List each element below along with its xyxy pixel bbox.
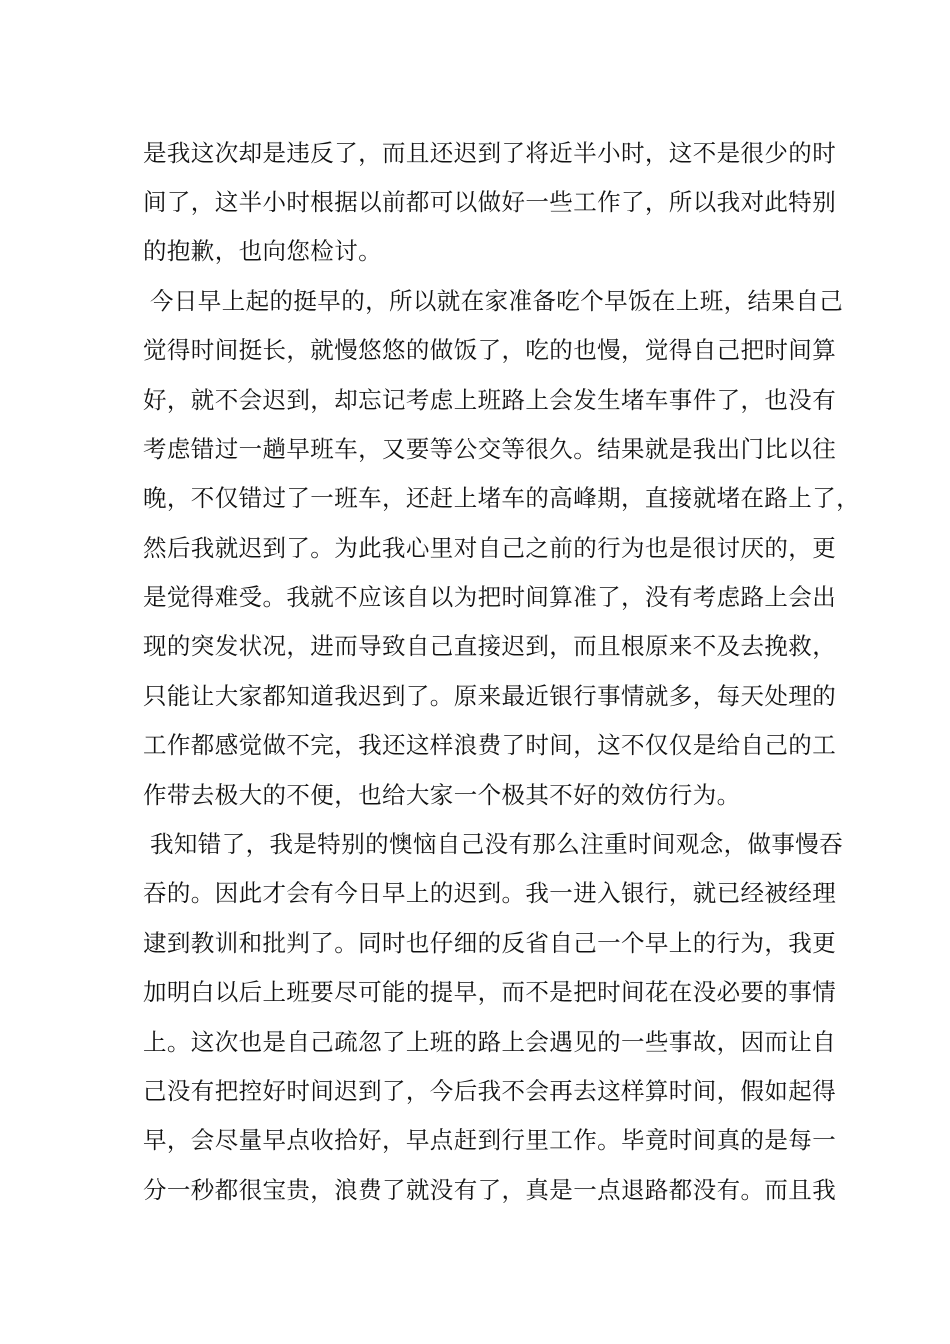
text-line: 己没有把控好时间迟到了，今后我不会再去这样算时间，假如起得	[143, 1077, 837, 1105]
text-line: 考虑错过一趟早班车，又要等公交等很久。结果就是我出门比以往	[143, 435, 837, 463]
paragraph-start-line: 今日早上起的挺早的，所以就在家准备吃个早饭在上班，结果自己	[150, 287, 844, 315]
text-line: 分一秒都很宝贵，浪费了就没有了，真是一点退路都没有。而且我	[143, 1176, 837, 1204]
text-line: 逮到教训和批判了。同时也仔细的反省自己一个早上的行为，我更	[143, 929, 837, 957]
text-line: 上。这次也是自己疏忽了上班的路上会遇见的一些事故，因而让自	[143, 1028, 837, 1056]
text-line: 加明白以后上班要尽可能的提早，而不是把时间花在没必要的事情	[143, 978, 837, 1006]
text-line: 是觉得难受。我就不应该自以为把时间算准了，没有考虑路上会出	[143, 583, 837, 611]
text-line: 吞的。因此才会有今日早上的迟到。我一进入银行，就已经被经理	[143, 879, 837, 907]
text-line: 间了，这半小时根据以前都可以做好一些工作了，所以我对此特别	[143, 188, 837, 216]
text-line: 然后我就迟到了。为此我心里对自己之前的行为也是很讨厌的，更	[143, 534, 837, 562]
text-line: 只能让大家都知道我迟到了。原来最近银行事情就多，每天处理的	[143, 682, 837, 710]
paragraph-start-line: 我知错了，我是特别的懊恼自己没有那么注重时间观念，做事慢吞	[150, 830, 844, 858]
text-line: 作带去极大的不便，也给大家一个极其不好的效仿行为。	[143, 781, 741, 809]
text-line: 早，会尽量早点收拾好，早点赶到行里工作。毕竟时间真的是每一	[143, 1126, 837, 1154]
text-line: 的抱歉，也向您检讨。	[143, 237, 382, 265]
text-line: 是我这次却是违反了，而且还迟到了将近半小时，这不是很少的时	[143, 139, 837, 167]
text-line: 工作都感觉做不完，我还这样浪费了时间，这不仅仅是给自己的工	[143, 731, 837, 759]
text-line: 好，就不会迟到，却忘记考虑上班路上会发生堵车事件了，也没有	[143, 386, 837, 414]
text-line: 现的突发状况，进而导致自己直接迟到，而且根原来不及去挽救，	[143, 632, 837, 660]
text-line: 觉得时间挺长，就慢悠悠的做饭了，吃的也慢，觉得自己把时间算	[143, 336, 837, 364]
text-line: 晚，不仅错过了一班车，还赶上堵车的高峰期，直接就堵在路上了，	[143, 484, 860, 512]
